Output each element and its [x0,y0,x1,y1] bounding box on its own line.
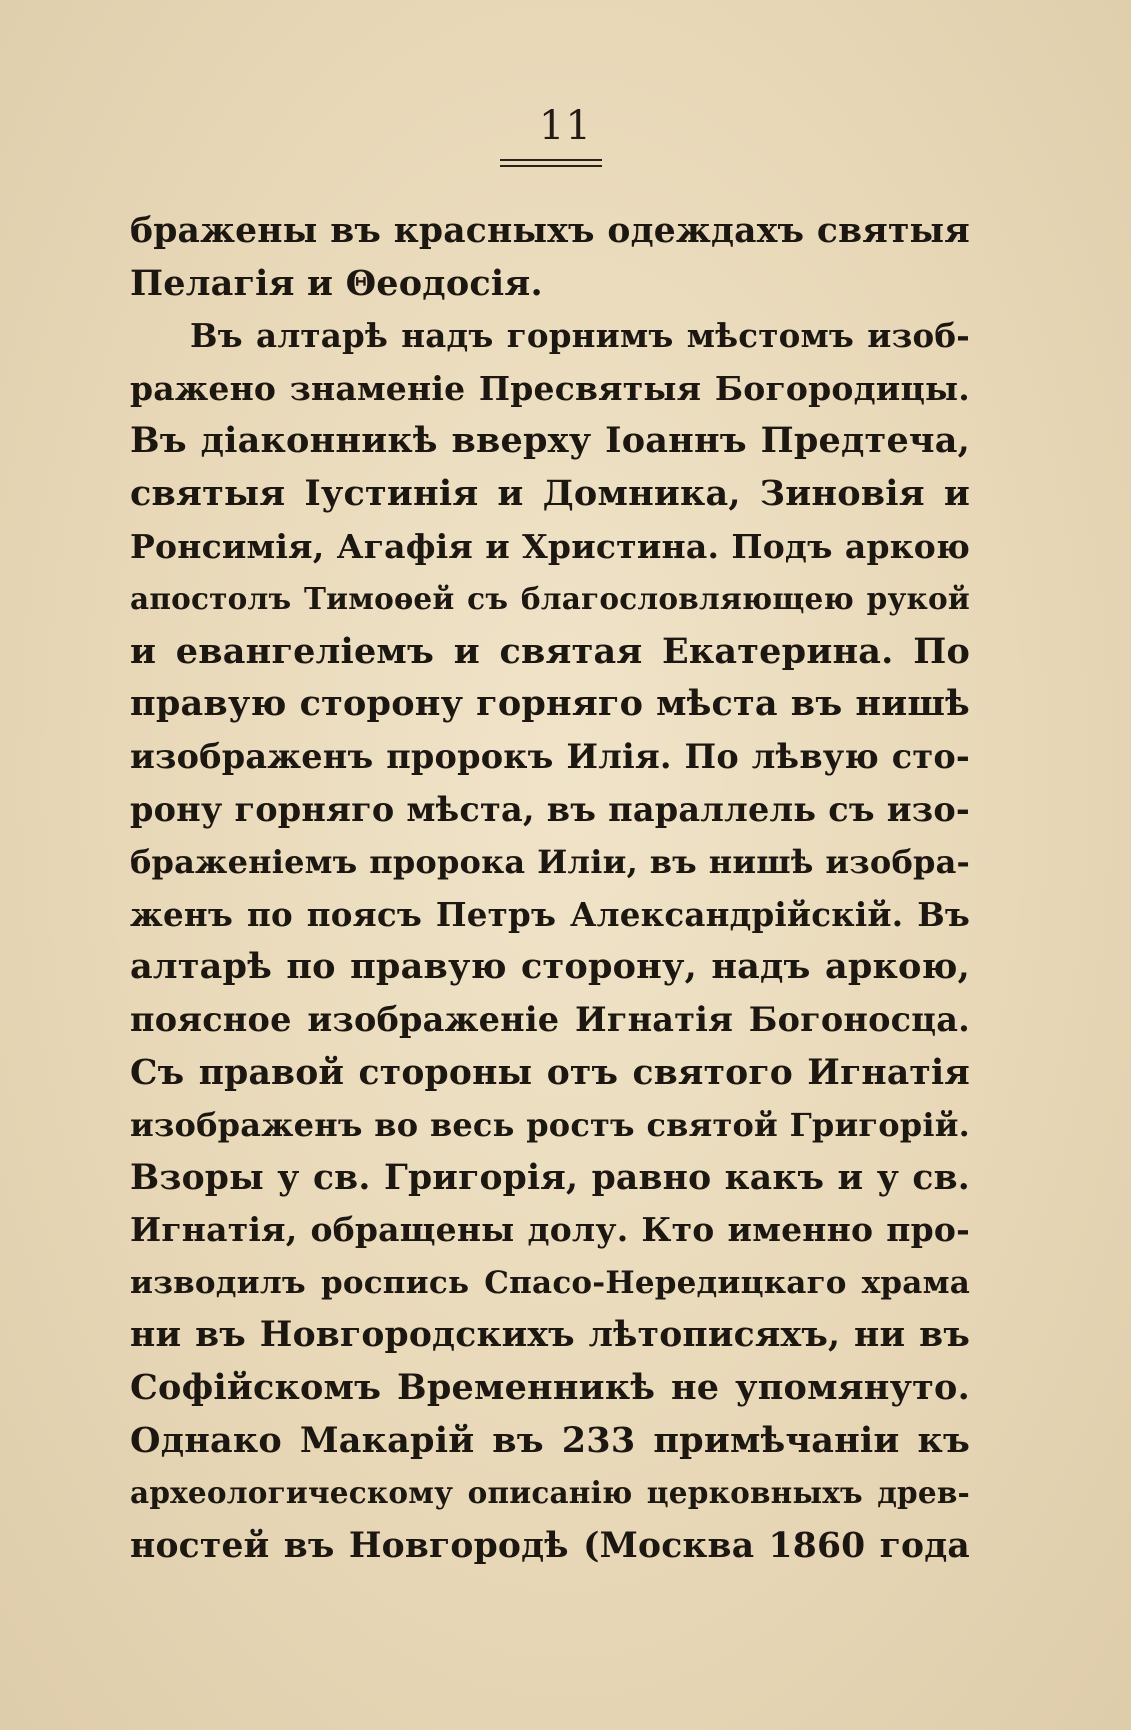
text-line: ни въ Новгородскихъ лѣтописяхъ, ни въ [130,1315,970,1356]
header-rule-top [500,159,602,161]
text-line: Въ діаконникѣ вверху Іоаннъ Предтеча, [130,420,970,462]
text-line: рону горняго мѣста, въ параллель съ изо- [130,789,970,829]
text-line: изображенъ во весь ростъ святой Григорій. [130,1106,970,1145]
text-line: Ронсимія, Агафія и Христина. Подъ аркою [130,526,970,566]
text-line: святыя Іустинія и Домника, Зиновія и [130,472,970,514]
text-line: и евангеліемъ и святая Екатерина. По [130,630,970,672]
text-line: Въ алтарѣ надъ горнимъ мѣстомъ изоб- [190,316,970,356]
body-text [130,205,970,1572]
text-line: археологическому описанію церковныхъ древ- [130,1475,970,1511]
text-line: бражены въ красныхъ одеждахъ святыя [130,211,970,251]
page-number: 11 [539,103,592,149]
text-line: Пелагія и Θеодосія. [130,262,543,304]
text-line: Софійскомъ Временникѣ не упомянуто. [130,1367,970,1409]
text-line: Игнатія, обращены долу. Кто именно про- [130,1210,970,1250]
text-line: Съ правой стороны отъ святого Игнатія [130,1052,970,1093]
text-line: правую сторону горняго мѣста въ нишѣ [130,683,970,725]
text-line: ражено знаменіе Пресвятыя Богородицы. [130,368,970,408]
text-line: ностей въ Новгородѣ (Москва 1860 года [130,1525,970,1566]
text-line: Однако Макарій въ 233 примѣчаніи къ [130,1419,970,1461]
text-line: поясное изображеніе Игнатія Богоносца. [130,999,970,1039]
text-line: алтарѣ по правую сторону, надъ аркою, [130,946,970,988]
text-line: изводилъ роспись Спасо-Нередицкаго храма [130,1264,970,1301]
header-rule-bottom [500,165,602,167]
text-line: изображенъ пророкъ Илія. По лѣвую сто- [130,736,970,776]
text-line: браженіемъ пророка Иліи, въ нишѣ изобра- [130,843,970,882]
text-line: апостолъ Тимоѳей съ благословляющею рукой [130,581,970,617]
text-line: женъ по поясъ Петръ Александрійскій. Въ [130,894,970,934]
text-line: Взоры у св. Григорія, равно какъ и у св. [130,1157,970,1198]
